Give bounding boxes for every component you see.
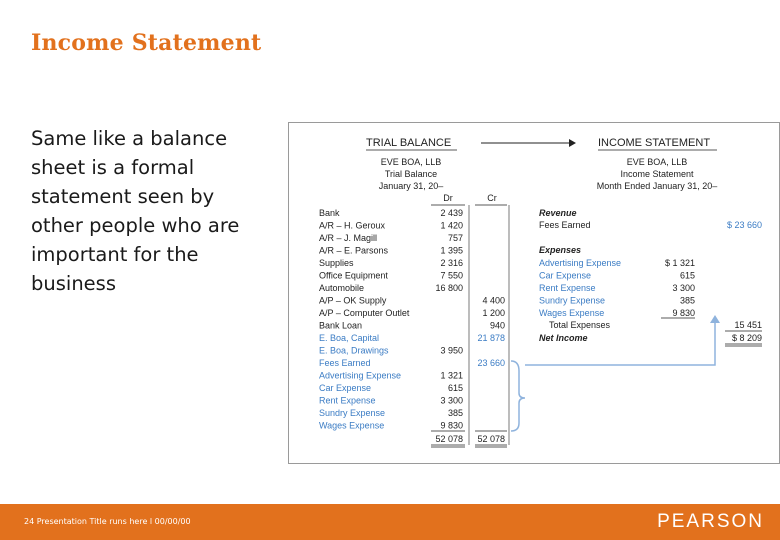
tb-row-dr: 2 316 — [440, 258, 463, 268]
tb-rows — [319, 208, 505, 431]
is-net-income-label: Net Income — [539, 333, 588, 343]
slide-body-text: Same like a balance sheet is a formal statement seen by other people who are important for the business — [31, 127, 240, 295]
tb-row-dr: 2 439 — [440, 208, 463, 218]
is-expense-name: Wages Expense — [539, 308, 605, 318]
tb-row-name: Supplies — [319, 258, 354, 268]
is-expense-name: Car Expense — [539, 270, 592, 281]
tb-row-name: A/R – H. Geroux — [319, 220, 386, 231]
is-total-expenses-label: Total Expenses — [549, 320, 611, 330]
is-total-expenses-value: 15 451 — [734, 320, 762, 330]
tb-row-cr: 23 660 — [477, 358, 505, 368]
tb-report: Trial Balance — [384, 169, 438, 179]
pearson-logo: PEARSON — [657, 511, 764, 532]
tb-row-name: Bank — [319, 208, 340, 218]
tb-row-name: Advertising Expense — [319, 370, 402, 381]
is-revenue-label: Revenue — [539, 208, 577, 218]
tb-row-name: E. Boa, Capital — [319, 333, 380, 343]
connector-arrow-icon — [710, 315, 720, 323]
is-heading: INCOME STATEMENT — [598, 137, 711, 149]
tb-row-dr: 1 420 — [440, 220, 463, 231]
tb-row-name: A/R – E. Parsons — [319, 245, 389, 256]
is-net-income-value: $ 8 209 — [731, 333, 762, 343]
tb-row-cr: 21 878 — [477, 333, 505, 343]
tb-dr-label: Dr — [443, 193, 453, 203]
tb-row-name: Bank Loan — [319, 320, 363, 331]
is-expense-value: 385 — [679, 295, 695, 306]
tb-total-dr: 52 078 — [435, 434, 463, 444]
is-expense-name: Rent Expense — [539, 283, 596, 293]
brace-icon — [511, 361, 525, 431]
is-expense-rows — [539, 258, 695, 318]
figure-svg — [289, 123, 779, 463]
tb-row-name: Rent Expense — [319, 395, 376, 406]
is-expense-name: Sundry Expense — [539, 295, 606, 306]
footer-bar — [0, 504, 780, 540]
tb-row-dr: 757 — [447, 233, 463, 243]
is-revenue-value: $ 23 660 — [726, 220, 762, 230]
is-date: Month Ended January 31, 20– — [596, 181, 718, 191]
is-expense-name: Advertising Expense — [539, 258, 622, 268]
tb-row-dr: 1 321 — [440, 370, 463, 381]
is-expenses-label: Expenses — [539, 245, 582, 255]
is-expense-value: 3 300 — [672, 283, 695, 293]
tb-row-dr: 615 — [447, 383, 463, 393]
tb-row-dr: 9 830 — [440, 420, 463, 431]
is-revenue-item: Fees Earned — [539, 220, 591, 230]
tb-row-name: Wages Expense — [319, 420, 385, 431]
tb-cr-label: Cr — [487, 193, 497, 203]
is-expense-value: $ 1 321 — [664, 258, 695, 268]
tb-row-dr: 1 395 — [440, 245, 463, 256]
flow-arrow-icon — [569, 139, 576, 147]
tb-row-name: A/P – OK Supply — [319, 295, 387, 306]
tb-row-name: A/R – J. Magill — [319, 233, 378, 243]
tb-row-dr: 3 300 — [440, 395, 463, 406]
tb-row-name: Car Expense — [319, 383, 372, 393]
tb-row-name: Fees Earned — [319, 358, 371, 368]
tb-row-name: Office Equipment — [319, 270, 388, 281]
tb-row-cr: 940 — [489, 320, 505, 331]
tb-row-name: A/P – Computer Outlet — [319, 308, 410, 318]
tb-row-name: Automobile — [319, 283, 365, 293]
tb-heading: TRIAL BALANCE — [366, 137, 452, 149]
trial-balance-income-statement-figure — [288, 122, 780, 464]
tb-date: January 31, 20– — [378, 181, 444, 191]
is-expense-value: 615 — [679, 270, 695, 281]
slide-title: Income Statement — [31, 30, 262, 56]
tb-row-dr: 7 550 — [440, 270, 463, 281]
tb-total-cr: 52 078 — [477, 434, 505, 444]
tb-row-dr: 3 950 — [440, 345, 463, 356]
is-expense-value: 9 830 — [672, 308, 695, 318]
tb-row-name: Sundry Expense — [319, 408, 386, 418]
footer-text: 24 Presentation Title runs here l 00/00/00 — [24, 517, 191, 526]
tb-row-cr: 4 400 — [482, 295, 505, 306]
is-report: Income Statement — [620, 169, 694, 179]
is-company: EVE BOA, LLB — [626, 157, 688, 167]
tb-row-name: E. Boa, Drawings — [319, 345, 389, 356]
tb-row-dr: 16 800 — [435, 283, 463, 293]
tb-row-cr: 1 200 — [482, 308, 505, 318]
tb-company: EVE BOA, LLB — [380, 157, 442, 167]
tb-row-dr: 385 — [447, 408, 463, 418]
